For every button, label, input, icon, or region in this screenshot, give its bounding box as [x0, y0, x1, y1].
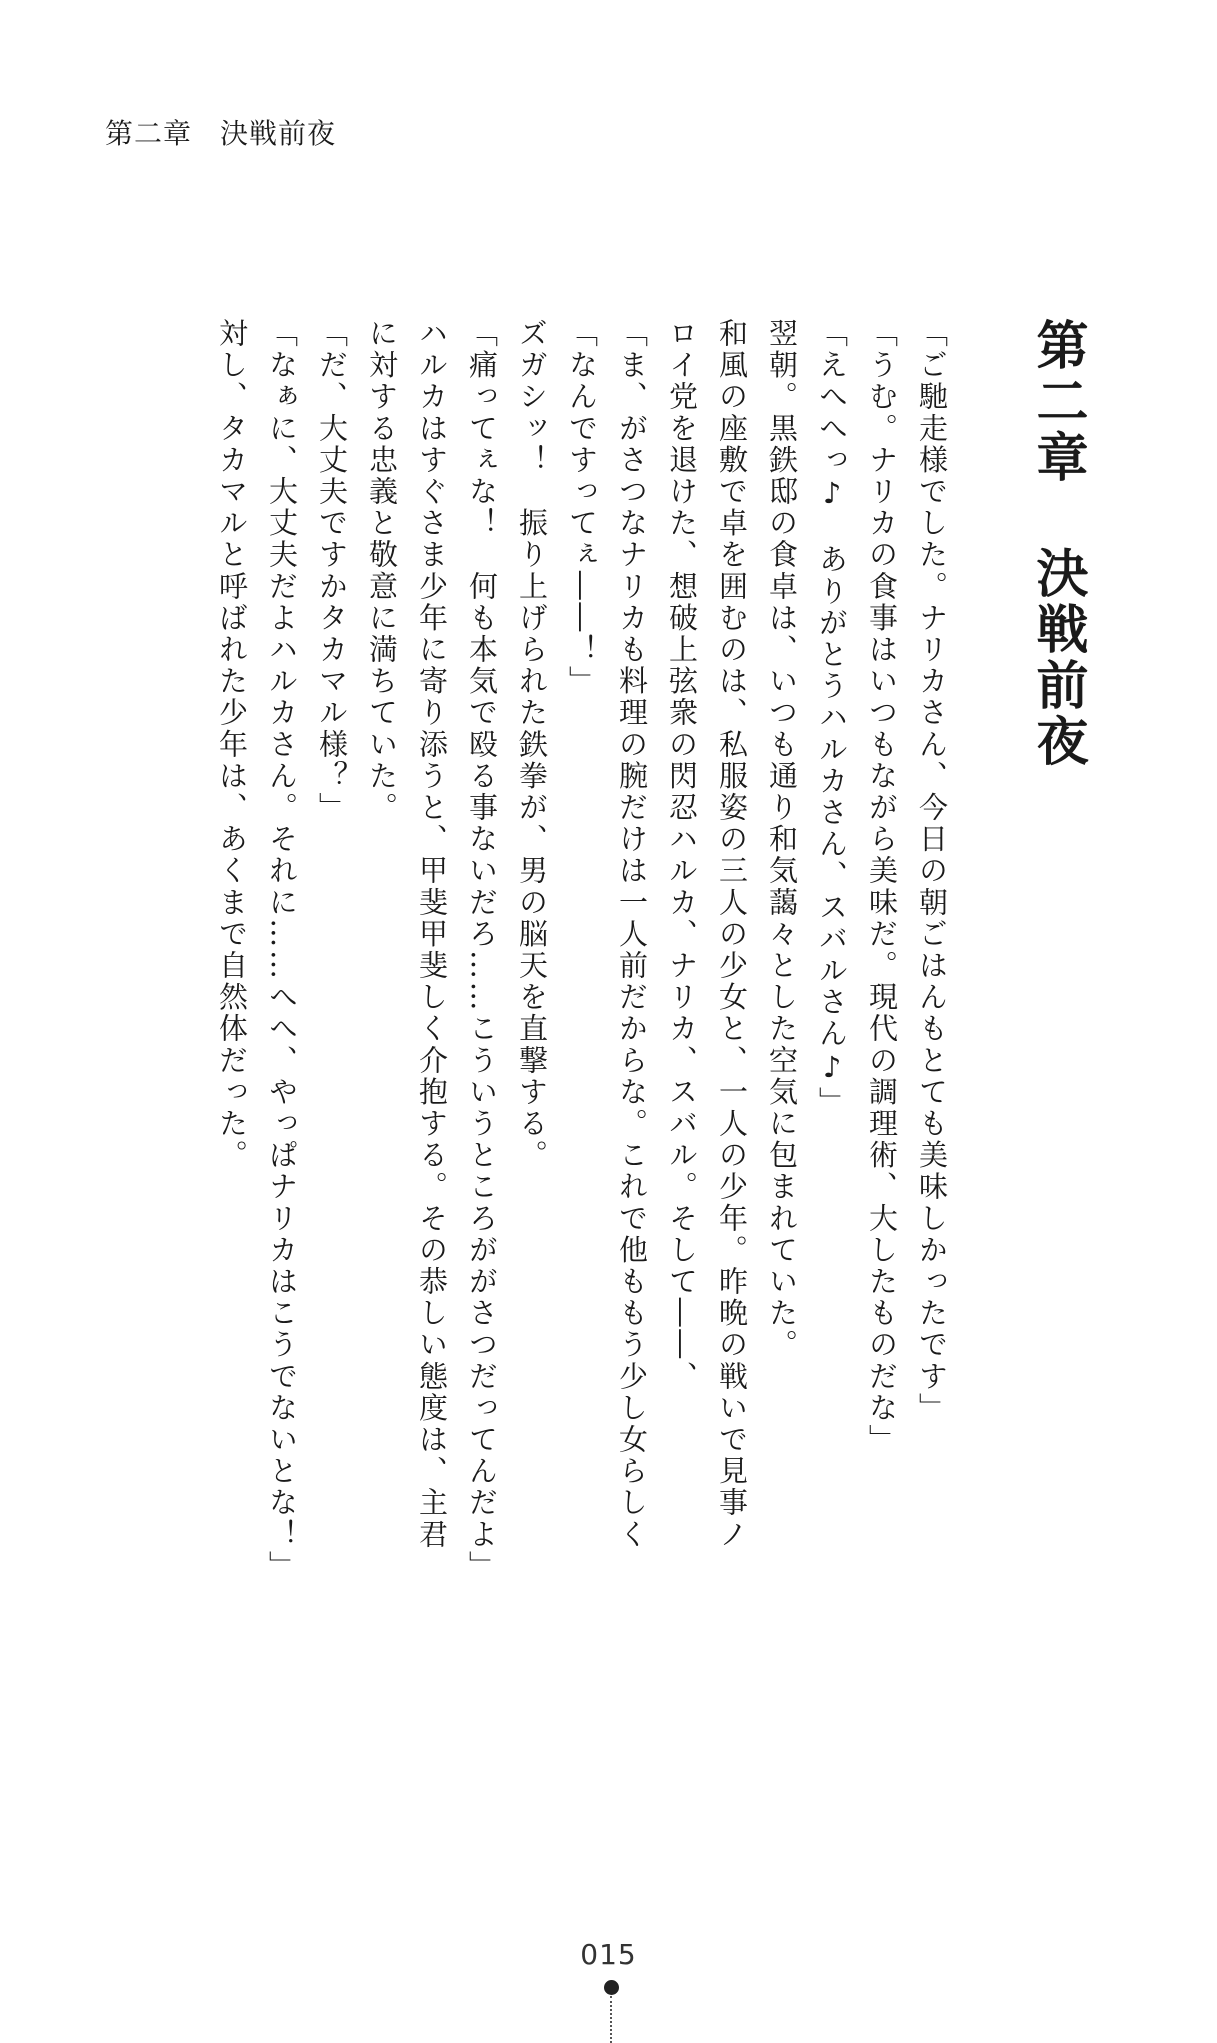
chapter-heading-title: 決戦前夜 [1027, 546, 1088, 770]
running-header [105, 112, 336, 152]
text-line-4: 翌朝。黒鉄邸の食卓は、いつも通り和気藹々とした空気に包まれていた。 [765, 318, 799, 1361]
vertical-text-block [167, 318, 1107, 1768]
page-number: 015 [580, 1938, 637, 1971]
running-header-chapter: 第二章 [105, 117, 193, 150]
text-line-12: に対する忠義と敬意に満ちていた。 [365, 318, 399, 824]
text-line-14: 「なぁに、大丈夫だよハルカさん。それに……へへ、やっぱナリカはこうでないとな！」 [265, 318, 299, 1582]
text-line-5: 和風の座敷で卓を囲むのは、私服姿の三人の少女と、一人の少年。昨晩の戦いで見事ノ [715, 318, 749, 1551]
chapter-heading [1027, 318, 1087, 1768]
text-line-1: 「ご馳走様でした。ナリカさん、今日の朝ごはんもとても美味しかったです」 [915, 318, 949, 1424]
text-line-7: 「ま、がさつなナリカも料理の腕だけは一人前だからな。これで他ももう少し女らしく [615, 318, 649, 1551]
running-header-title: 決戦前夜 [220, 117, 337, 150]
text-line-10: 「痛ってぇな！ 何も本気で殴る事ないだろ……こういうところががさつだってんだよ」 [465, 318, 499, 1582]
text-line-15: 対し、タカマルと呼ばれた少年は、あくまで自然体だった。 [215, 318, 249, 1172]
text-line-8: 「なんですってぇ――！」 [565, 318, 599, 698]
text-line-6: ロイ党を退けた、想破上弦衆の閃忍ハルカ、ナリカ、スバル。そして――、 [665, 318, 699, 1393]
text-line-2: 「うむ。ナリカの食事はいつもながら美味だ。現代の調理術、大したものだな」 [865, 318, 899, 1456]
text-line-13: 「だ、大丈夫ですかタカマル様？」 [315, 318, 349, 824]
page-marker-stem [610, 1996, 612, 2043]
text-line-3: 「えへへっ♪ ありがとうハルカさん、スバルさん♪」 [815, 318, 849, 1118]
text-line-11: ハルカはすぐさま少年に寄り添うと、甲斐甲斐しく介抱する。その恭しい態度は、主君 [415, 318, 449, 1551]
chapter-heading-number: 第二章 [1027, 318, 1088, 486]
page-marker-dot [604, 1980, 619, 1995]
text-line-9: ズガシッ！ 振り上げられた鉄拳が、男の脳天を直撃する。 [515, 318, 549, 1172]
